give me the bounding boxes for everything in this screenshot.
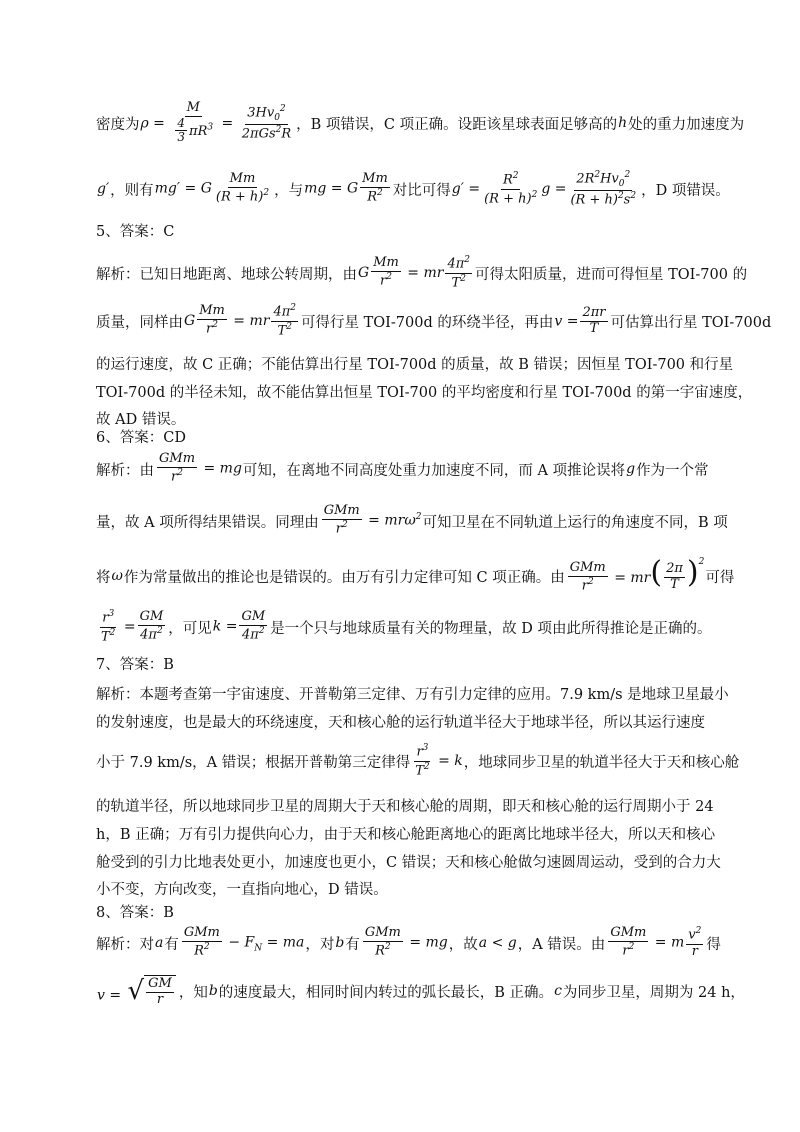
variable-g: g bbox=[626, 461, 636, 477]
text-segment: 作为一个常 bbox=[636, 462, 709, 479]
variable-a: a bbox=[155, 935, 164, 951]
text-line bbox=[96, 298, 772, 344]
text-segment: ，B 项错误，C 项正确。设距该星球表面足够高的 bbox=[296, 116, 618, 133]
formula-k: k = $\frac{GM}{4\pi^2}$ bbox=[212, 609, 266, 643]
text-segment: 得 bbox=[706, 936, 721, 953]
variable-g-prime: g′ bbox=[97, 181, 110, 197]
text-segment: 解析：已知日地距离、地球公转周期，由 bbox=[96, 266, 357, 283]
text-segment: 有 bbox=[345, 936, 360, 953]
text-line bbox=[96, 446, 710, 492]
text-segment: 密度为 bbox=[96, 116, 140, 133]
formula-gmm-mg: $\frac{\text{GMm}}{R^2}$ = mg bbox=[364, 925, 448, 959]
text-segment: 小于 7.9 km/s，A 错误；根据开普勒第三定律得 bbox=[96, 754, 411, 771]
text-segment: ，D 项错误。 bbox=[641, 182, 730, 199]
variable-c: c bbox=[554, 983, 562, 999]
text-line: 的发射速度，也是最大的环绕速度，天和核心舱的运行轨道半径大于地球半径，所以其运行速度 bbox=[96, 714, 705, 731]
variable-b: b bbox=[208, 983, 218, 999]
text-segment: 将 bbox=[96, 569, 111, 586]
formula-velocity: v = $\frac{2\pi r}{T}$ bbox=[554, 304, 606, 336]
text-line bbox=[96, 966, 745, 1016]
text-segment: ，对 bbox=[305, 936, 335, 953]
text-line bbox=[96, 918, 721, 968]
formula-support-force: $\frac{\text{GMm}}{R^2}$ − $F_N$ = ma bbox=[183, 925, 305, 959]
variable-b: b bbox=[335, 935, 345, 951]
formula-a-less-g: a < g bbox=[478, 935, 517, 951]
formula-gravitation-period: G $\frac{Mm}{r^2}$ = mr $\frac{4\pi^2}{T^2}$ bbox=[358, 255, 470, 290]
text-line: 小不变，方向改变，一直指向地心，D 错误。 bbox=[96, 881, 388, 898]
text-line bbox=[96, 604, 710, 650]
text-segment: 对比可得 bbox=[392, 182, 451, 199]
text-segment: 质量，同样由 bbox=[96, 314, 183, 331]
text-line bbox=[96, 498, 728, 544]
text-segment: 有 bbox=[164, 936, 179, 953]
text-line: TOI-700d 的半径未知，故不能估算出恒星 TOI-700 的平均密度和行星 TOI-700d 的第一宇宙速度， bbox=[96, 384, 753, 401]
text-line: 舱受到的引力比地表处更小，加速度也更小，C 错误；天和核心舱做匀速圆周运动，受到的合力大 bbox=[96, 854, 721, 871]
formula-kepler-ratio: $\frac{r^3}{T^2}$ = $\frac{GM}{4\pi^2}$ bbox=[101, 609, 164, 644]
formula-angular-velocity: $\frac{\text{GMm}}{r^2}$ = mrω$^2$ bbox=[323, 503, 422, 537]
formula-density: ρ = M $\frac{4}{3}$ $\pi R^3$ = $\frac{3Hv_0^2}{2\pi Gs^2R}$ bbox=[140, 99, 292, 145]
formula-orbital-speed: v = √ $\frac{GM}{r}$ bbox=[97, 975, 178, 1008]
formula-mg-prime: mg′ = G $\frac{Mm}{(R + h)^2}$ bbox=[154, 171, 270, 205]
text-segment: 作为常量做出的推论也是错误的。由万有引力定律可知 C 项正确。由 bbox=[123, 569, 565, 586]
formula-centripetal: $\frac{\text{GMm}}{r^2}$ = m $\frac{v^2}{r}$ bbox=[610, 925, 702, 959]
answer-heading-7: 7、答案：B bbox=[96, 656, 174, 673]
formula-mg: mg = G $\frac{Mm}{R^2}$ bbox=[304, 171, 388, 205]
text-line bbox=[96, 250, 748, 296]
formula-gravitation-period: G $\frac{Mm}{r^2}$ = mr $\frac{4\pi^2}{T^2}$ bbox=[184, 303, 296, 338]
text-segment: 解析：由 bbox=[96, 462, 154, 479]
text-segment: 解析：对 bbox=[96, 936, 154, 953]
formula-gmm-mg: $\frac{\text{GMm}}{r^2}$ = mg bbox=[159, 451, 242, 485]
text-segment: ，可见 bbox=[168, 620, 212, 637]
text-segment: ，故 bbox=[448, 936, 478, 953]
answer-heading-6: 6、答案：CD bbox=[96, 429, 186, 446]
text-segment: ，知 bbox=[178, 984, 208, 1001]
text-segment: 可得太阳质量，进而可得恒星 TOI-700 的 bbox=[475, 266, 748, 283]
text-segment: 可知卫星在不同轨道上运行的角速度不同，B 项 bbox=[422, 514, 728, 531]
text-segment: ，则有 bbox=[110, 182, 154, 199]
text-segment: 处的重力加速度为 bbox=[628, 116, 745, 133]
formula-period-squared: $\frac{\text{GMm}}{r^2}$ = mr( $\frac{2\pi}{T}$ )$^2$ bbox=[569, 554, 705, 594]
text-line: h，B 正确；万有引力提供向心力，由于天和核心舱距离地心的距离比地球半径大，所以天和核心 bbox=[96, 826, 716, 843]
answer-heading-8: 8、答案：B bbox=[96, 904, 174, 921]
text-segment: ，A 错误。由 bbox=[517, 936, 606, 953]
formula-kepler-k: $\frac{r^3}{T^2}$ = k bbox=[415, 743, 463, 778]
text-segment: ，与 bbox=[274, 182, 304, 199]
answer-heading-5: 5、答案：C bbox=[96, 223, 175, 240]
formula-g-prime-result: g′ = $\frac{R^2}{(R + h)^2}$ g = $\frac{2R^2Hv_0^2}{(R + h)^2s^2}$ bbox=[451, 170, 637, 207]
text-line bbox=[96, 550, 735, 602]
text-line: 解析：本题考查第一宇宙速度、开普勒第三定律、万有引力定律的应用。7.9 km/s 是地球卫星最小 bbox=[96, 686, 729, 703]
variable-h: h bbox=[618, 115, 628, 131]
text-line: 故 AD 错误。 bbox=[96, 411, 186, 428]
text-line bbox=[96, 738, 740, 784]
text-segment: 可得行星 TOI-700d 的环绕半径，再由 bbox=[301, 314, 554, 331]
variable-omega: ω bbox=[111, 568, 123, 584]
text-segment: 为同步卫星，周期为 24 h， bbox=[562, 984, 745, 1001]
text-line: 的轨道半径，所以地球同步卫星的周期大于天和核心舱的周期，即天和核心舱的运行周期小于 24 bbox=[96, 798, 714, 815]
text-segment: ，地球同步卫星的轨道半径大于天和核心舱 bbox=[463, 754, 740, 771]
text-segment: 可得 bbox=[705, 569, 735, 586]
text-segment: 量，故 A 项所得结果错误。同理由 bbox=[96, 514, 319, 531]
text-line bbox=[96, 98, 745, 148]
text-segment: 的速度最大，相同时间内转过的弧长最长，B 正确。 bbox=[218, 984, 554, 1001]
text-segment: 可知，在离地不同高度处重力加速度不同，而 A 项推论误将 bbox=[242, 462, 626, 479]
text-line bbox=[96, 166, 730, 212]
text-line: 的运行速度，故 C 正确；不能估算出行星 TOI-700d 的质量，故 B 错误；因恒星 TOI-700 和行星 bbox=[96, 356, 734, 373]
text-segment: 是一个只与地球质量有关的物理量，故 D 项由此所得推论是正确的。 bbox=[270, 620, 712, 637]
text-segment: 可估算出行星 TOI-700d bbox=[610, 314, 772, 331]
